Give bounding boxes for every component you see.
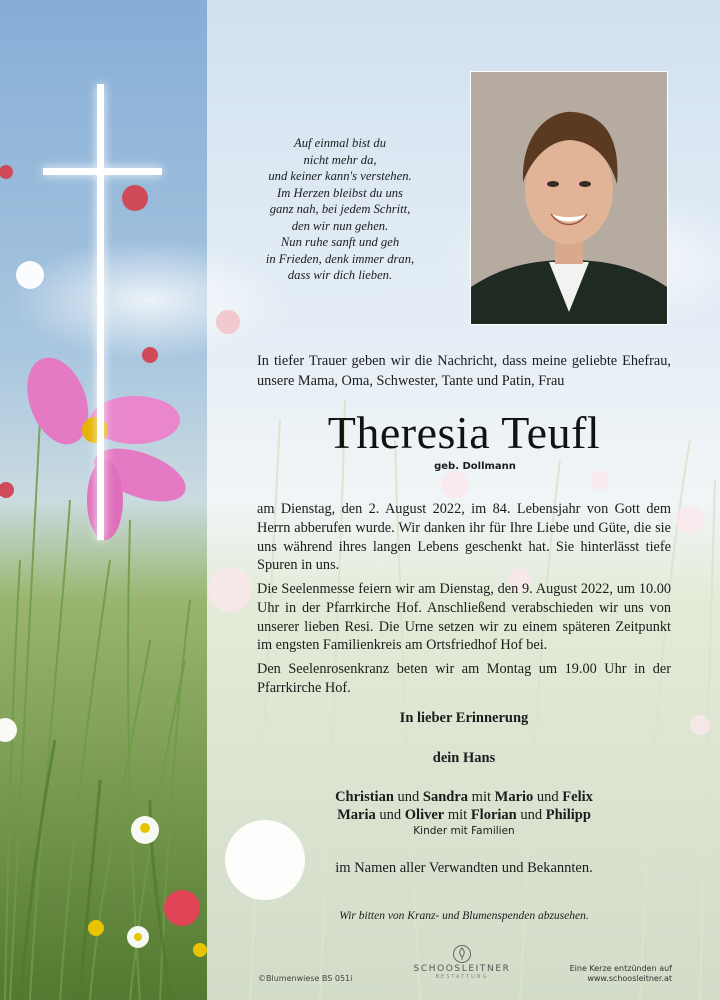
candle-link[interactable] [560, 964, 672, 984]
kids-label: Kinder mit Familien [413, 825, 515, 837]
poem-line: nicht mehr da, [303, 152, 377, 167]
portrait-photo [470, 71, 668, 325]
schoosleitner-emblem-icon [452, 944, 472, 964]
poem-line: Nun ruhe sanft und geh [280, 235, 400, 249]
announcement-text: In tiefer Trauer geben wir die Nachricht, dass meine geliebte Ehefrau, unsere Mama, Oma, Schwester, Tante und Patin, Frau [257, 353, 671, 389]
cross-icon-crossbar [43, 168, 162, 175]
poem [240, 135, 440, 284]
husband-name: dein Hans [432, 750, 496, 766]
poem-line: dass wir dich lieben. [287, 268, 393, 282]
logo-subtitle: BESTATTUNG [435, 974, 489, 980]
relatives-line: im Namen aller Verwandten und Bekannten. [335, 860, 593, 876]
connector: und [379, 807, 402, 823]
family-member: Oliver [404, 807, 445, 823]
candle-url[interactable]: www.schoosleitner.at [587, 974, 672, 983]
family-line-2 [257, 806, 671, 825]
poem-line: Im Herzen bleibst du uns [277, 185, 403, 200]
poem-line: und keiner kann's verstehen. [268, 169, 412, 183]
poem-line: Auf einmal bist du [294, 136, 386, 150]
candle-text: Eine Kerze entzünden auf [569, 964, 672, 973]
image-credit: ©Blumenwiese BS 051i [258, 974, 353, 983]
connector: und [397, 789, 420, 805]
death-paragraph: am Dienstag, den 2. August 2022, im 84. Lebensjahr von Gott dem Herrn abberufen wurde. Wir danken ihr für Ihre Liebe und Güte, die sie uns während ihres langen Lebens geschenkt hat. Sie hinterlässt tiefe Spuren in uns. [257, 501, 671, 574]
family-member: Felix [562, 789, 593, 805]
family-line-1 [257, 788, 671, 807]
family-member: Maria [337, 807, 376, 823]
rosary-paragraph: Den Seelenrosenkranz beten wir am Montag um 19.00 Uhr in der Pfarrkirche Hof. [257, 661, 671, 696]
funeral-home-logo [410, 944, 514, 980]
birth-name: geb. Dollmann [434, 461, 516, 472]
poem-line: in Frieden, denk immer dran, [265, 251, 415, 266]
deceased-name: Theresia Teufl [327, 407, 601, 458]
family-member: Philipp [545, 807, 591, 823]
family-member: Florian [470, 807, 517, 823]
family-member: Mario [494, 789, 534, 805]
family-member: Sandra [422, 789, 469, 805]
donation-request: Wir bitten von Kranz- und Blumenspenden abzusehen. [339, 910, 589, 922]
connector: mit [471, 789, 492, 805]
connector: mit [447, 807, 468, 823]
connector: und [536, 789, 559, 805]
family-member: Christian [335, 789, 394, 805]
connector: und [520, 807, 543, 823]
poem-line: den wir nun gehen. [291, 218, 389, 233]
cross-icon [97, 84, 104, 540]
logo-name: SCHOOSLEITNER [413, 964, 511, 974]
poem-line: ganz nah, bei jedem Schritt, [269, 202, 411, 216]
memory-heading: In lieber Erinnerung [399, 710, 529, 726]
service-paragraph: Die Seelenmesse feiern wir am Dienstag, den 9. August 2022, um 10.00 Uhr in der Pfarrkirche Hof. Anschließend verabschieden wir uns von unserer lieben Resi. Die Urne setzen wir zu einem späteren Zeitpunkt im engsten Familienkreis am Ortsfriedhof Hof bei. [257, 581, 671, 654]
